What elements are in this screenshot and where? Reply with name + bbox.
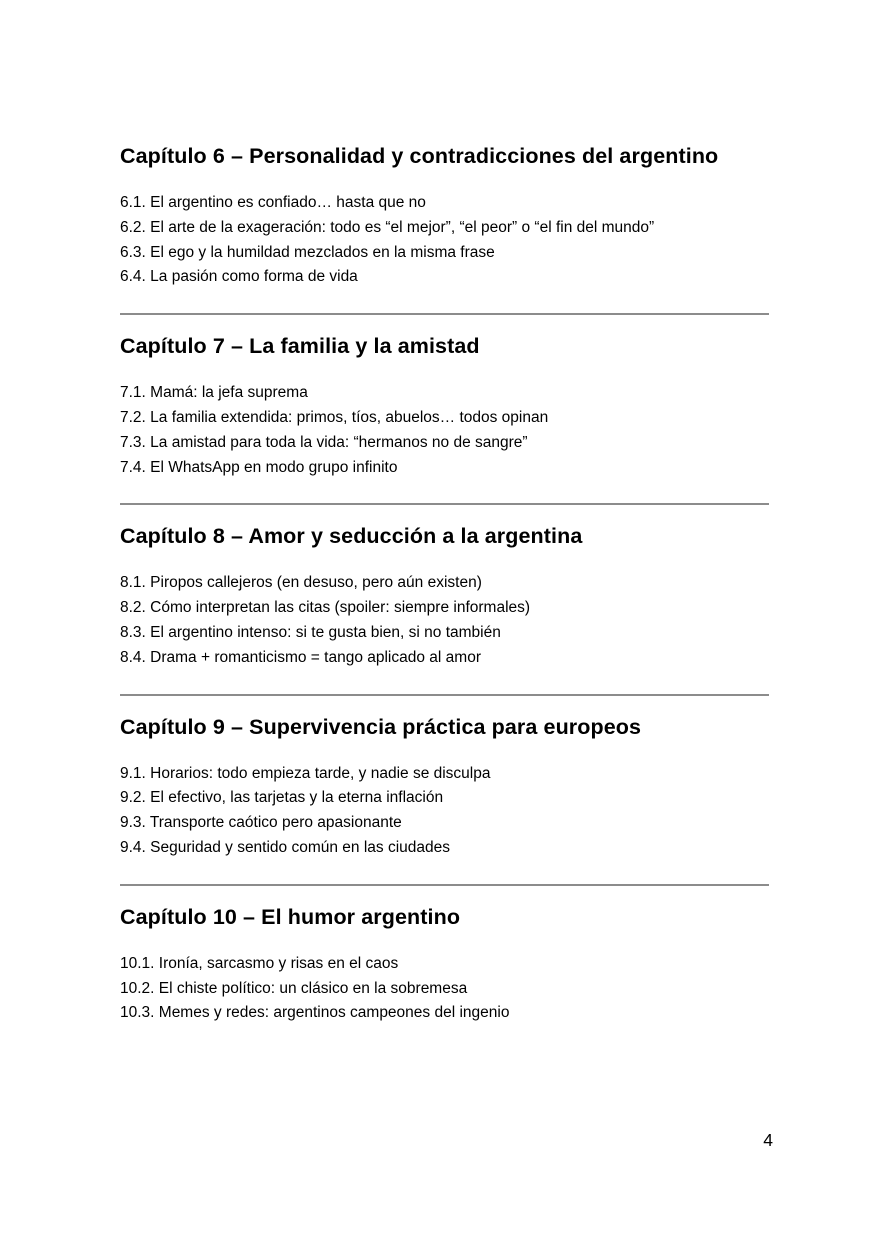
toc-item: 9.2. El efectivo, las tarjetas y la eterna inflación [120, 789, 444, 807]
toc-item: 7.1. Mamá: la jefa suprema [120, 384, 308, 402]
chapter-6-section [120, 140, 769, 290]
toc-item: 8.1. Piropos callejeros (en desuso, pero aún existen) [120, 574, 482, 592]
toc-item: 8.2. Cómo interpretan las citas (spoiler: siempre informales) [120, 599, 531, 617]
chapter-9-section [120, 711, 769, 861]
chapter-10-section [120, 901, 769, 1026]
chapter-8-section [120, 520, 769, 670]
toc-item: 9.1. Horarios: todo empieza tarde, y nadie se disculpa [120, 764, 491, 782]
chapter-6-items [120, 191, 769, 290]
toc-item: 9.3. Transporte caótico pero apasionante [120, 814, 402, 832]
chapter-8-items [120, 571, 769, 670]
chapter-7-items [120, 381, 769, 480]
chapter-9-heading: Capítulo 9 – Supervivencia práctica para europeos [120, 714, 642, 739]
page-number: 4 [763, 1130, 773, 1150]
chapter-8-heading: Capítulo 8 – Amor y seducción a la argentina [120, 524, 583, 549]
toc-item: 10.1. Ironía, sarcasmo y risas en el caos [120, 954, 399, 972]
chapter-7-section [120, 330, 769, 480]
toc-item: 10.2. El chiste político: un clásico en la sobremesa [120, 979, 468, 997]
section-divider [120, 503, 769, 505]
toc-item: 7.4. El WhatsApp en modo grupo infinito [120, 458, 398, 476]
section-divider [120, 884, 769, 886]
toc-item: 10.3. Memes y redes: argentinos campeones del ingenio [120, 1004, 510, 1022]
chapter-10-heading: Capítulo 10 – El humor argentino [120, 904, 461, 929]
toc-item: 7.3. La amistad para toda la vida: “hermanos no de sangre” [120, 433, 528, 451]
toc-item: 6.1. El argentino es confiado… hasta que no [120, 194, 426, 211]
toc-item: 8.4. Drama + romanticismo = tango aplicado al amor [120, 648, 481, 666]
chapter-6-heading: Capítulo 6 – Personalidad y contradicciones del argentino [120, 144, 719, 168]
chapter-9-items [120, 762, 769, 861]
toc-item: 6.3. El ego y la humildad mezclados en la misma frase [120, 243, 495, 261]
toc-item: 6.2. El arte de la exageración: todo es “el mejor”, “el peor” o “el fin del mundo” [120, 218, 655, 236]
chapter-10-items [120, 952, 769, 1026]
toc-item: 8.3. El argentino intenso: si te gusta bien, si no también [120, 623, 501, 641]
toc-item: 9.4. Seguridad y sentido común en las ciudades [120, 838, 451, 856]
toc-item: 6.4. La pasión como forma de vida [120, 268, 358, 286]
chapter-7-heading: Capítulo 7 – La familia y la amistad [120, 334, 480, 359]
section-divider [120, 313, 769, 315]
toc-item: 7.2. La familia extendida: primos, tíos, abuelos… todos opinan [120, 408, 549, 426]
section-divider [120, 694, 769, 696]
